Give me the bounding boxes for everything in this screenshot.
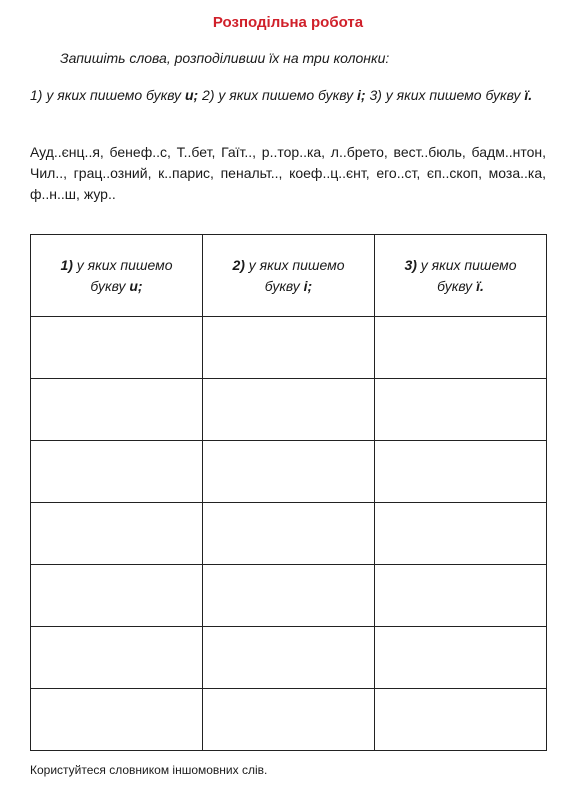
answer-cell[interactable] bbox=[31, 317, 203, 379]
rule-1-text: у яких пишемо букву bbox=[46, 87, 182, 103]
column-header-3: 3) у яких пишемо букву ї. bbox=[375, 235, 547, 317]
rule-3-number: 3) bbox=[369, 87, 382, 103]
footer-note: Користуйтеся словником іншомовних слів. bbox=[30, 763, 268, 777]
answer-cell[interactable] bbox=[31, 441, 203, 503]
table-row bbox=[31, 503, 547, 565]
answer-cell[interactable] bbox=[375, 627, 547, 689]
table-body bbox=[31, 317, 547, 751]
sorting-table bbox=[30, 234, 547, 751]
answer-cell[interactable] bbox=[203, 689, 375, 751]
rule-2-letter: і; bbox=[356, 87, 366, 103]
answer-cell[interactable] bbox=[203, 379, 375, 441]
answer-cell[interactable] bbox=[31, 627, 203, 689]
answer-cell[interactable] bbox=[375, 441, 547, 503]
rule-3-text: у яких пишемо букву bbox=[385, 87, 521, 103]
rule-2-text: у яких пишемо букву bbox=[218, 87, 354, 103]
table-header-row bbox=[31, 235, 547, 317]
table-row bbox=[31, 565, 547, 627]
answer-cell[interactable] bbox=[203, 441, 375, 503]
table-row bbox=[31, 317, 547, 379]
rule-1-letter: и; bbox=[184, 87, 199, 103]
answer-cell[interactable] bbox=[31, 689, 203, 751]
column-header-1: 1) у яких пишемо букву и; bbox=[31, 235, 203, 317]
instruction-text: Запишіть слова, розподіливши їх на три колонки: bbox=[60, 50, 390, 66]
table-row bbox=[31, 379, 547, 441]
rule-1-number: 1) bbox=[30, 87, 43, 103]
column-header-2: 2) у яких пишемо букву і; bbox=[203, 235, 375, 317]
word-list: Ауд..єнц..я, бенеф..с, Т..бет, Гаїт.., р..тор..ка, л..брето, вест..бюль, бадм..нтон, Чил.., грац..озний, к..парис, пенальт.., коеф..ц..єнт, его..ст, єп..скоп, моза..ка, ф..н..ш, жур.. bbox=[30, 144, 546, 202]
rules-text bbox=[30, 85, 546, 105]
answer-cell[interactable] bbox=[375, 317, 547, 379]
table-row bbox=[31, 689, 547, 751]
answer-cell[interactable] bbox=[31, 565, 203, 627]
answer-cell[interactable] bbox=[375, 503, 547, 565]
rule-2-number: 2) bbox=[202, 87, 215, 103]
page-title: Розподільна робота bbox=[212, 14, 364, 31]
answer-cell[interactable] bbox=[31, 503, 203, 565]
answer-cell[interactable] bbox=[203, 565, 375, 627]
answer-cell[interactable] bbox=[375, 379, 547, 441]
answer-cell[interactable] bbox=[31, 379, 203, 441]
table-row bbox=[31, 441, 547, 503]
answer-cell[interactable] bbox=[375, 689, 547, 751]
answer-cell[interactable] bbox=[203, 503, 375, 565]
answer-cell[interactable] bbox=[203, 627, 375, 689]
answer-cell[interactable] bbox=[203, 317, 375, 379]
rule-3-letter: ї. bbox=[524, 87, 533, 103]
table-row bbox=[31, 627, 547, 689]
answer-cell[interactable] bbox=[375, 565, 547, 627]
